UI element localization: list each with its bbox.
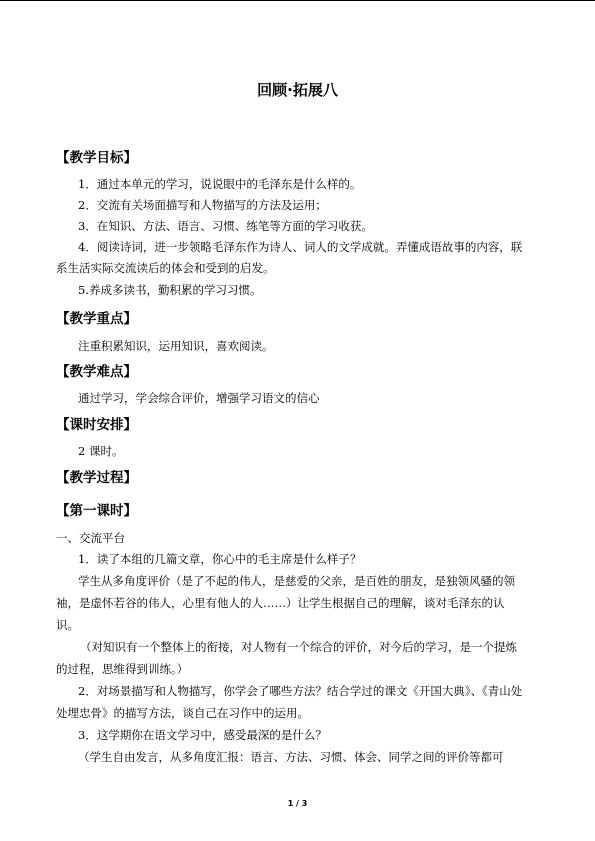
body-line: （对知识有一个整体上的衔接，对人物有一个综合的评价，对今后的学习，是一个提炼 <box>80 640 517 654</box>
page-number: 1 / 3 <box>287 799 308 808</box>
heading-key-points: 【教学重点】 <box>56 311 137 327</box>
body-line: 袖，是虚怀若谷的伟人，心里有他人的人……）让学生根据自己的理解，谈对毛泽东的认 <box>56 596 505 610</box>
heading-first-period: 【第一课时】 <box>56 503 137 519</box>
body-line: 3．这学期你在语文学习中，感受最深的是什么？ <box>78 728 327 742</box>
body-line: 识。 <box>56 618 79 632</box>
heading-schedule: 【课时安排】 <box>56 417 137 433</box>
heading-process: 【教学过程】 <box>56 470 137 486</box>
body-line: 的过程，思维得到训练。） <box>56 662 189 676</box>
body-line: 2．对场景描写和人物描写，你学会了哪些方法？结合学过的课文《开国大典》、《青山处 <box>78 684 523 698</box>
schedule-text: 2 课时。 <box>78 444 124 458</box>
objective-line: 2．交流有关场面描写和人物描写的方法及运用； <box>78 198 327 212</box>
objective-line: 1．通过本单元的学习，说说眼中的毛泽东是什么样的。 <box>78 177 362 191</box>
heading-difficulties: 【教学难点】 <box>56 364 137 380</box>
objective-line: 系生活实际交流读后的体会和受到的启发。 <box>56 261 275 275</box>
difficulties-text: 通过学习，学会综合评价，增强学习语文的信心 <box>78 391 320 405</box>
body-line: 1．读了本组的几篇文章，你心中的毛主席是什么样子？ <box>78 552 362 566</box>
body-line: （学生自由发言，从多角度汇报：语言、方法、习惯、体会、同学之间的评价等都可 <box>78 750 504 764</box>
heading-objectives: 【教学目标】 <box>56 150 137 166</box>
section-heading: 一、交流平台 <box>56 531 125 545</box>
objective-line: 4．阅读诗词，进一步领略毛泽东作为诗人、词人的文学成就。弄懂成语故事的内容，联 <box>78 240 523 254</box>
objective-line: 5.养成多读书，勤积累的学习习惯。 <box>78 283 262 297</box>
body-line: 学生从多角度评价（是了不起的伟人，是慈爱的父亲，是百姓的朋友，是独领风骚的领 <box>78 574 515 588</box>
page-title: 回顾·拓展八 <box>257 81 338 99</box>
objective-line: 3．在知识、方法、语言、习惯、练笔等方面的学习收获。 <box>78 219 373 233</box>
body-line: 处埋忠骨》的描写方法，谈自己在习作中的运用。 <box>56 706 309 720</box>
key-points-text: 注重积累知识，运用知识，喜欢阅读。 <box>78 339 274 353</box>
top-rule <box>0 0 595 1</box>
